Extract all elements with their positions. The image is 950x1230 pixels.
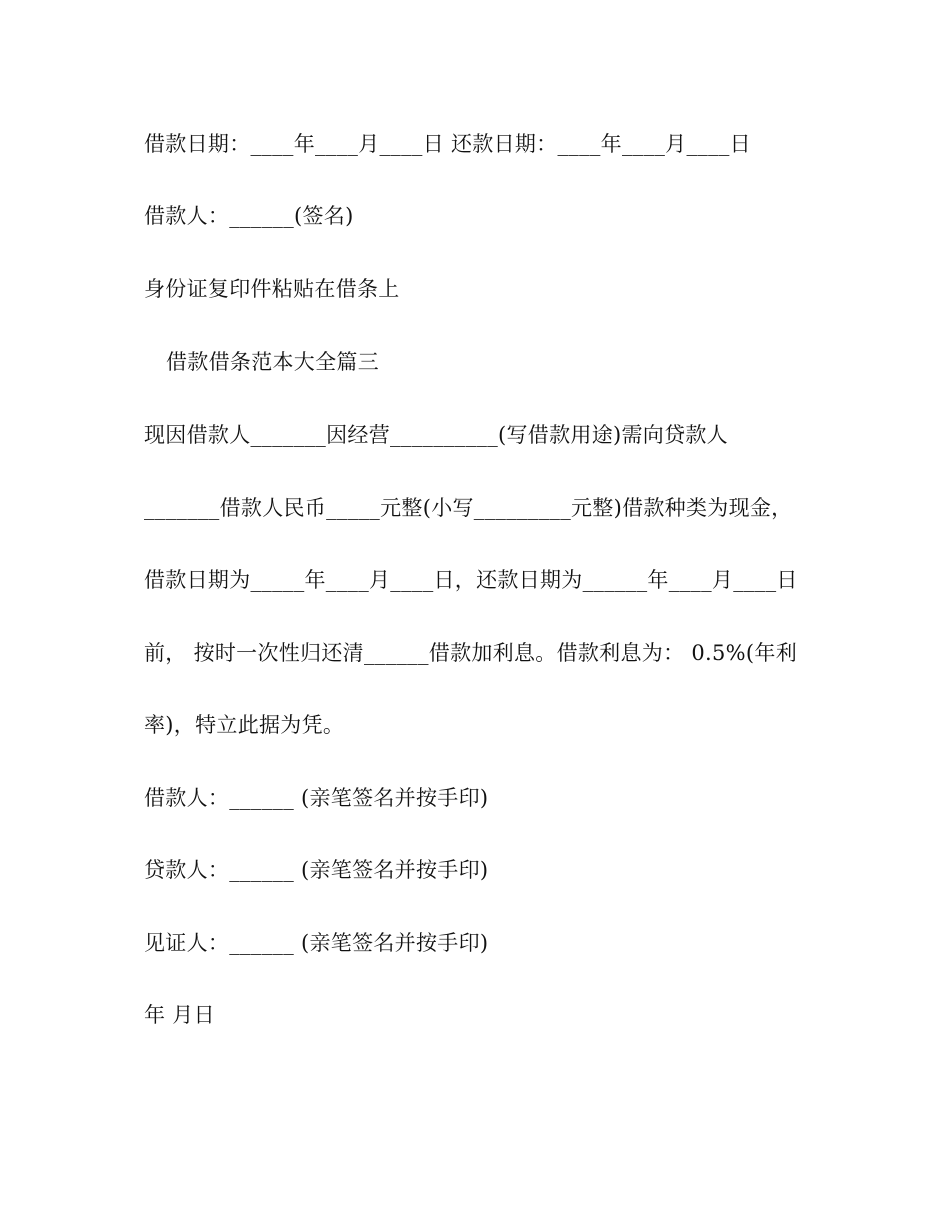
- witness-signature-line: 见证人：______ (亲笔签名并按手印): [144, 931, 489, 955]
- body-paragraph-line-2: _______借款人民币_____元整(小写_________元整)借款种类为现金，: [144, 496, 793, 520]
- body-paragraph-line-1: 现因借款人_______因经营__________(写借款用途)需向贷款人: [144, 423, 728, 447]
- id-copy-note: 身份证复印件粘贴在借条上: [144, 277, 400, 301]
- body-paragraph-line-5: 率)，特立此据为凭。: [144, 713, 345, 737]
- lender-signature-line: 贷款人：______ (亲笔签名并按手印): [144, 858, 489, 882]
- body-paragraph-line-4: 前， 按时一次性归还清______借款加利息。借款利息为： 0.5%(年利: [144, 641, 797, 665]
- date-line: 年 月日: [144, 1003, 215, 1027]
- loan-repayment-dates-line: 借款日期：____年____月____日 还款日期：____年____月____日: [144, 132, 751, 156]
- borrower-signature-line: 借款人：______(签名): [144, 204, 354, 228]
- body-paragraph-line-3: 借款日期为_____年____月____日，还款日期为______年____月____日: [144, 568, 798, 592]
- borrower-signature-line-2: 借款人：______ (亲笔签名并按手印): [144, 786, 489, 810]
- section-heading: 借款借条范本大全篇三: [166, 350, 379, 374]
